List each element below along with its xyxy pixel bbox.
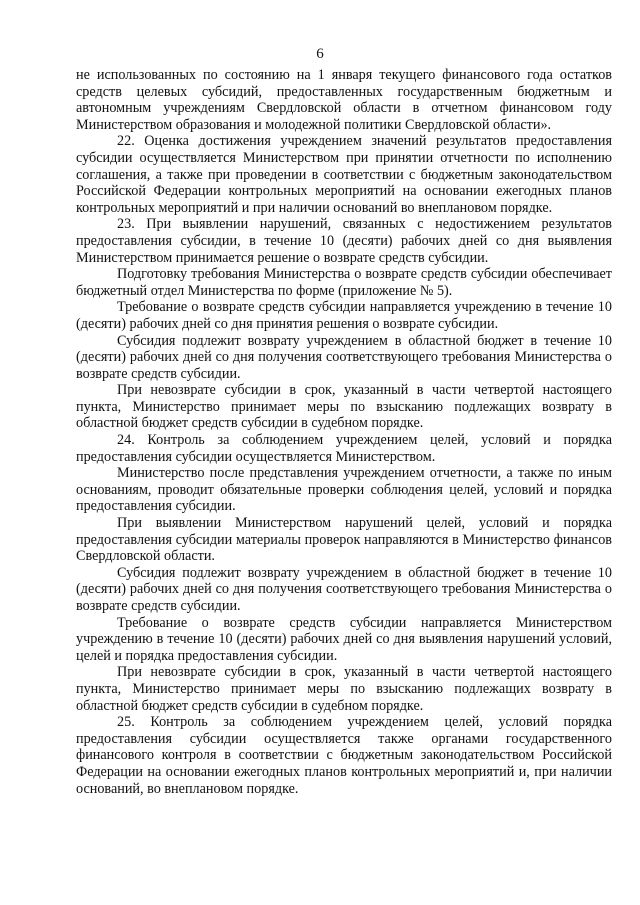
paragraph-23-refund: Субсидия подлежит возврату учреждением в областной бюджет в течение 10 (десяти) рабочих дней со дня получения соответствующего требования Министерства о возврате средств субсидии. <box>76 332 612 382</box>
paragraph-23: 23. При выявлении нарушений, связанных с недостижением результатов предоставления субсидии, в течение 10 (десяти) рабочих дней со дня выявления Министерством принимается решение о возврате средств субсидии. <box>76 216 612 266</box>
paragraph-23-requirement-sending: Требование о возврате средств субсидии направляется учреждению в течение 10 (десяти) рабочих дней со дня принятия решения о возврате субсидии. <box>76 299 612 332</box>
paragraph-24-requirement: Требование о возврате средств субсидии направляется Министерством учреждению в течение 10 (десяти) рабочих дней со дня выявления нарушений условий, целей и порядка предоставления субсидии. <box>76 614 612 664</box>
paragraph-25: 25. Контроль за соблюдением учреждением целей, условий порядка предоставления субсидии осуществляется также органами государственного финансового контроля в соответствии с бюджетным законодательством Российской Федерации на основании ежегодных планов контрольных мероприятий и, при наличии оснований, во внеплановом порядке. <box>76 714 612 797</box>
paragraph-24-violations: При выявлении Министерством нарушений целей, условий и порядка предоставления субсидии материалы проверок направляются в Министерство финансов Свердловской области. <box>76 515 612 565</box>
paragraph-22: 22. Оценка достижения учреждением значений результатов предоставления субсидии осуществляется Министерством при принятии отчетности по исполнению соглашения, а также при проведении в соответствии с бюджетным законодательством Российской Федерации контрольных мероприятий на основании ежегодных планов контрольных мероприятий и при наличии оснований во внеплановом порядке. <box>76 133 612 216</box>
paragraph-24-refund: Субсидия подлежит возврату учреждением в областной бюджет в течение 10 (десяти) рабочих дней со дня получения соответствующего требования Министерства о возврате средств субсидии. <box>76 564 612 614</box>
document-body <box>76 67 612 797</box>
paragraph-23-requirement-preparation: Подготовку требования Министерства о возврате средств субсидии обеспечивает бюджетный отдел Министерства по форме (приложение № 5). <box>76 266 612 299</box>
paragraph-24: 24. Контроль за соблюдением учреждением целей, условий и порядка предоставления субсидии осуществляется Министерством. <box>76 432 612 465</box>
paragraph-24-non-refund: При невозврате субсидии в срок, указанный в части четвертой настоящего пункта, Министерство принимает меры по взысканию подлежащих возврату в областной бюджет средств субсидии в судебном порядке. <box>76 664 612 714</box>
page-number: 6 <box>316 46 324 62</box>
paragraph-continuation: не использованных по состоянию на 1 января текущего финансового года остатков средств целевых субсидий, предоставленных государственным бюджетным и автономным учреждениям Свердловской области в отчетном финансовом году Министерством образования и молодежной политики Свердловской области». <box>76 67 612 133</box>
paragraph-24-inspections: Министерство после представления учреждением отчетности, а также по иным основаниям, проводит обязательные проверки соблюдения целей, условий и порядка предоставления субсидии. <box>76 465 612 515</box>
paragraph-23-non-refund: При невозврате субсидии в срок, указанный в части четвертой настоящего пункта, Министерство принимает меры по взысканию подлежащих возврату в областной бюджет средств субсидии в судебном порядке. <box>76 382 612 432</box>
